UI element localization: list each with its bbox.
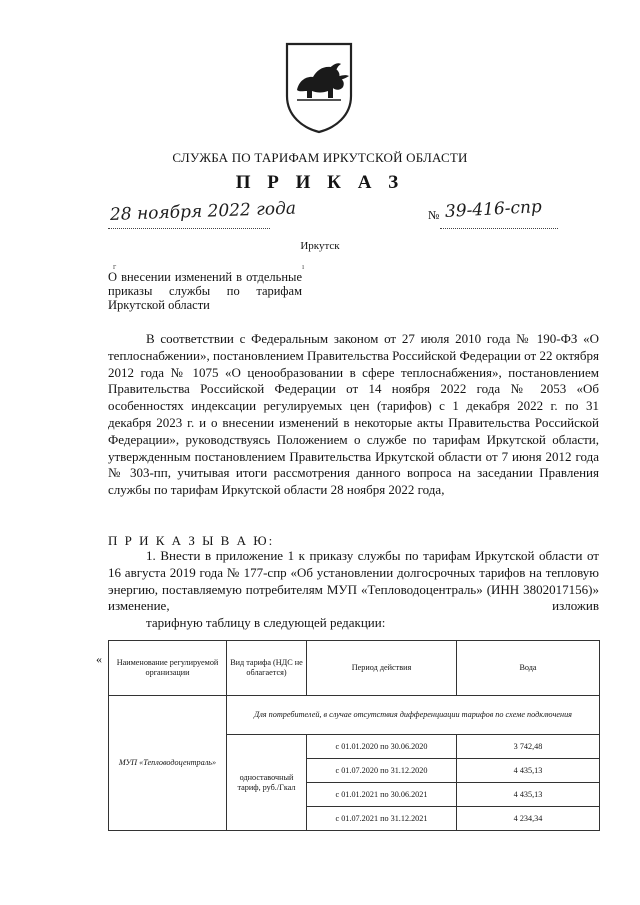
- agency-name: СЛУЖБА ПО ТАРИФАМ ИРКУТСКОЙ ОБЛАСТИ: [172, 150, 468, 165]
- corner-mark-right: ı: [302, 262, 305, 271]
- order-word: П Р И К А З Ы В А Ю:: [108, 533, 275, 548]
- value-cell: 4 234,34: [457, 807, 600, 831]
- header-water: Вода: [457, 641, 600, 696]
- city-name: Иркутск: [300, 240, 340, 252]
- header-organization: Наименование регулируемой организации: [109, 641, 227, 696]
- header-period: Период действия: [307, 641, 457, 696]
- item-1-paragraph: [108, 548, 599, 632]
- preamble-paragraph: В соответствии с Федеральным законом от 27 июля 2010 года № 190-ФЗ «О теплоснабжении», постановлением Правительства Российской Федерации от 22 октября 2012 года № 1075 «О ценообразовании в сфере теплоснабжения», постановлением Правительства Российской Федерации от 14 ноября 2022 года № 2053 «Об особенностях индексации регулируемых цен (тарифов) с 1 декабря 2022 г. по 31 декабря 2023 г. и о внесении изменений в некоторые акты Правительства Российской Федерации», руководствуясь Положением о службе по тарифам Иркутской области, утвержденным постановлением Правительства Иркутской области от 7 июня 2012 года № 303-пп, учитывая итоги рассмотрения данного вопроса на заседании Правления службы по тарифам Иркутской области 28 ноября 2022 года,: [108, 331, 599, 498]
- date-underline: [108, 228, 270, 229]
- handwritten-document-number: 39-416-спр: [444, 196, 543, 222]
- tariff-type-cell: одноставочный тариф, руб./Гкал: [227, 735, 307, 831]
- period-cell: с 01.07.2021 по 31.12.2021: [307, 807, 457, 831]
- period-cell: с 01.01.2020 по 30.06.2020: [307, 735, 457, 759]
- table-group-row: [109, 696, 600, 735]
- period-cell: с 01.01.2021 по 30.06.2021: [307, 783, 457, 807]
- item-1-text-end: тарифную таблицу в следующей редакции:: [146, 615, 386, 631]
- handwritten-date: 28 ноября 2022 года: [109, 198, 297, 225]
- table-header-row: [109, 641, 600, 696]
- header-tariff-type: Вид тарифа (НДС не облагается): [227, 641, 307, 696]
- value-cell: 4 435,13: [457, 759, 600, 783]
- period-cell: с 01.07.2020 по 31.12.2020: [307, 759, 457, 783]
- organization-cell: МУП «Тепловодоцентраль»: [109, 696, 227, 831]
- document-title: П Р И К А З: [235, 172, 405, 193]
- document-subject: О внесении изменений в отдельные приказы службы по тарифам Иркутской области: [108, 270, 302, 312]
- value-cell: 4 435,13: [457, 783, 600, 807]
- number-underline: [440, 228, 558, 229]
- value-cell: 3 742,48: [457, 735, 600, 759]
- corner-mark-left: г: [113, 262, 117, 271]
- opening-quote-mark: «: [96, 652, 102, 666]
- item-1-text: 1. Внести в приложение 1 к приказу службы по тарифам Иркутской области от 16 августа 2019 года № 177-спр «Об установлении долгосрочных тарифов на тепловую энергию, поставляемую потребителям МУП «Тепловодоцентраль» (ИНН 3802017156)» изменение, изложив: [108, 548, 599, 614]
- tariff-table: [108, 640, 600, 831]
- number-label: №: [428, 208, 440, 222]
- coat-of-arms-emblem: [283, 40, 355, 134]
- group-label-cell: Для потребителей, в случае отсутствия дифференциации тарифов по схеме подключения: [227, 696, 600, 735]
